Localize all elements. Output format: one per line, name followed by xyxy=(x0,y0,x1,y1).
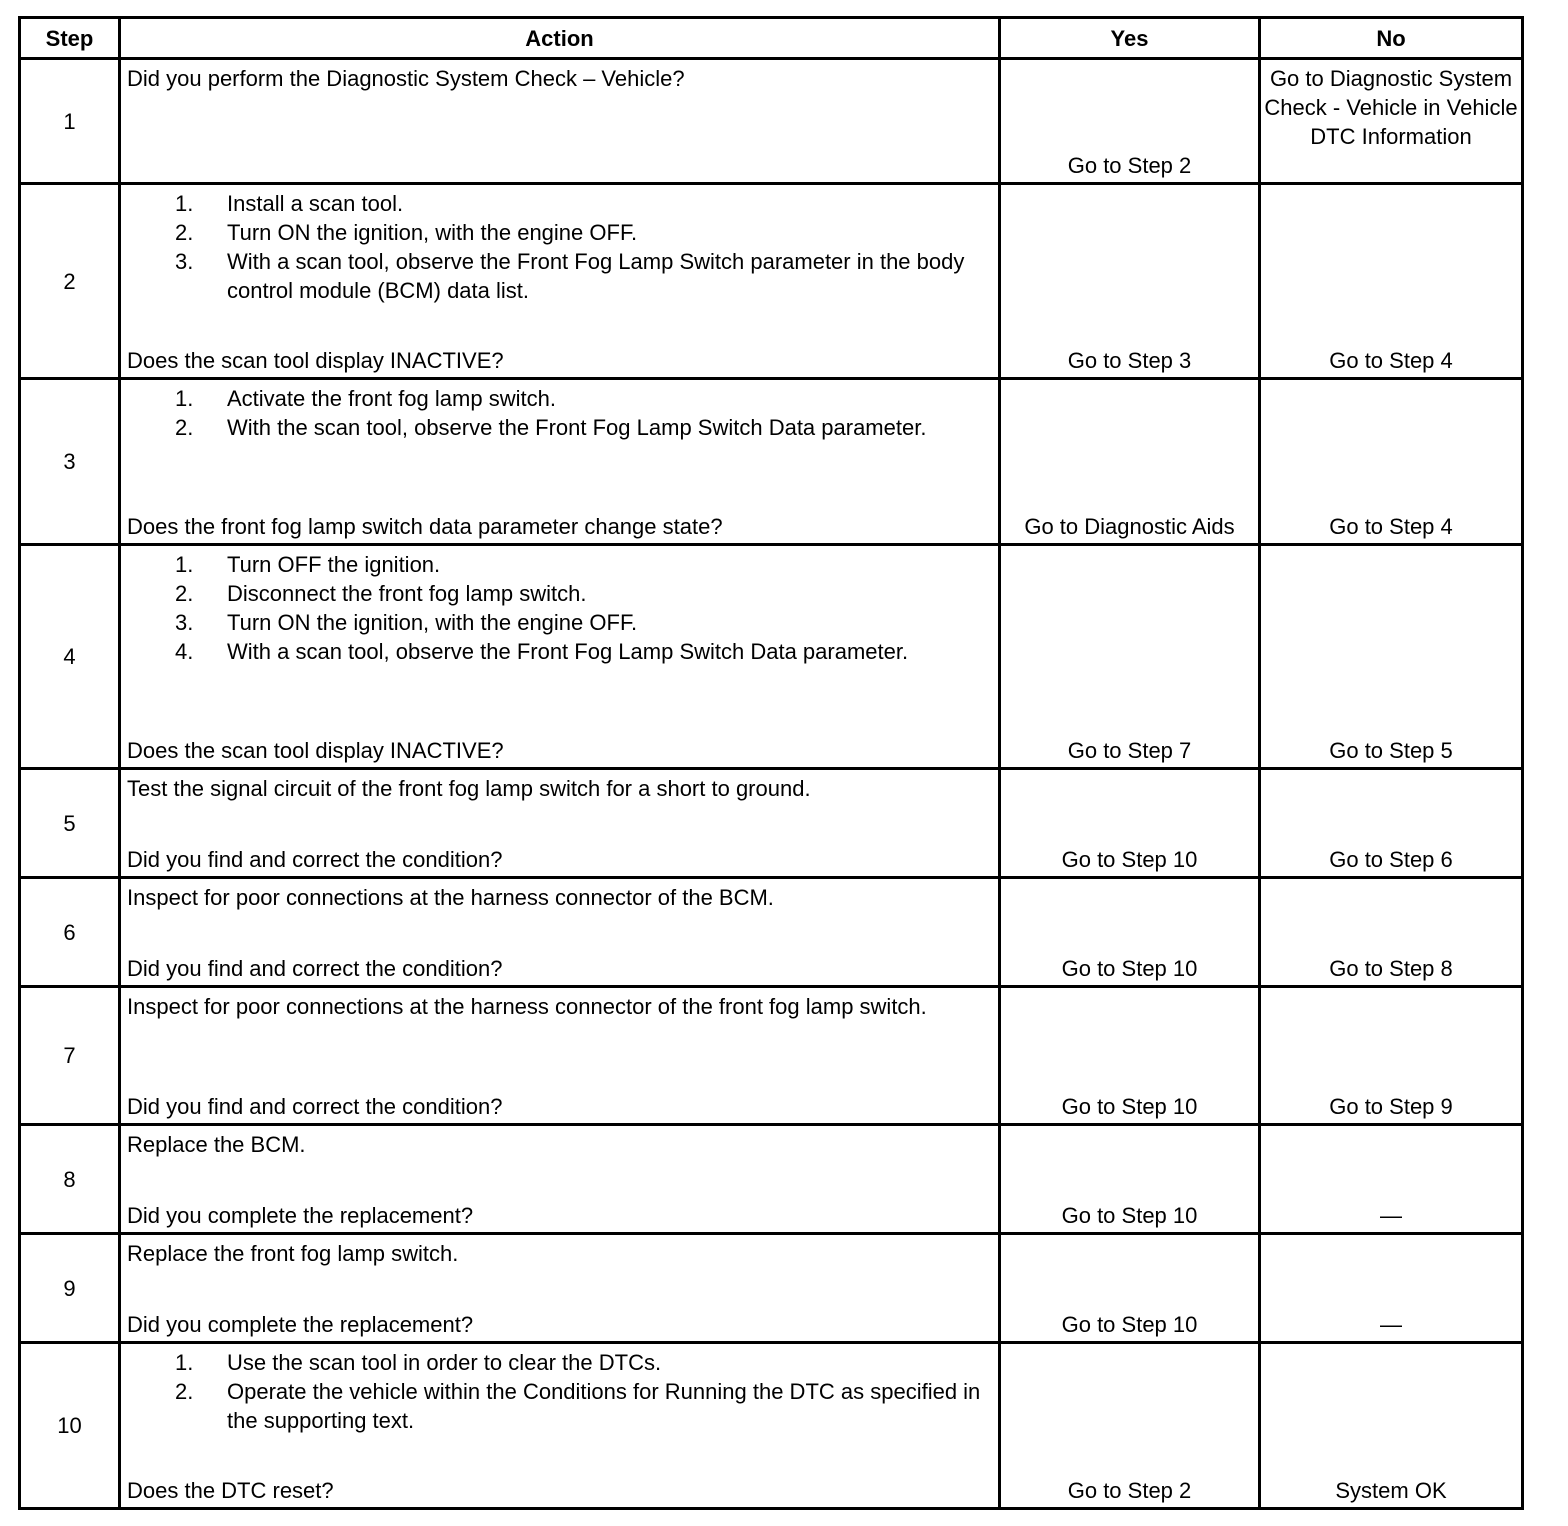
action-cell xyxy=(120,1343,1000,1509)
action-question: Did you complete the replacement? xyxy=(127,1312,474,1337)
step-number: 4 xyxy=(20,545,120,769)
action-content xyxy=(127,1239,992,1339)
step-number: 1 xyxy=(20,59,120,184)
action-content xyxy=(127,384,992,541)
table-row xyxy=(20,184,1523,379)
step-number: 6 xyxy=(20,878,120,987)
no-result: Go to Step 6 xyxy=(1260,769,1523,878)
table-row xyxy=(20,1234,1523,1343)
substep-number: 2. xyxy=(175,220,194,245)
action-instructions xyxy=(127,384,992,442)
action-intro: Replace the front fog lamp switch. xyxy=(127,1241,459,1266)
no-result: Go to Step 4 xyxy=(1260,184,1523,379)
substep-item xyxy=(175,1377,992,1435)
action-intro: Replace the BCM. xyxy=(127,1132,306,1157)
yes-result: Go to Step 10 xyxy=(1000,1125,1260,1234)
action-content xyxy=(127,550,992,765)
substep-number: 2. xyxy=(175,581,194,606)
substep-text: Turn ON the ignition, with the engine OFF. xyxy=(227,610,638,635)
yes-result: Go to Step 2 xyxy=(1000,1343,1260,1509)
substep-item xyxy=(175,384,992,413)
action-substeps xyxy=(127,384,992,442)
no-result: — xyxy=(1260,1234,1523,1343)
step-number: 3 xyxy=(20,379,120,545)
no-result: Go to Step 5 xyxy=(1260,545,1523,769)
action-cell xyxy=(120,379,1000,545)
substep-number: 1. xyxy=(175,386,194,411)
header-row xyxy=(20,18,1523,59)
yes-result: Go to Step 10 xyxy=(1000,1234,1260,1343)
substep-number: 2. xyxy=(175,1379,194,1404)
action-content xyxy=(127,189,992,375)
action-intro: Test the signal circuit of the front fog lamp switch for a short to ground. xyxy=(127,776,811,801)
yes-result: Go to Step 7 xyxy=(1000,545,1260,769)
substep-item xyxy=(175,1348,992,1377)
yes-result: Go to Diagnostic Aids xyxy=(1000,379,1260,545)
no-result: Go to Step 4 xyxy=(1260,379,1523,545)
action-question: Does the scan tool display INACTIVE? xyxy=(127,348,504,373)
yes-result: Go to Step 10 xyxy=(1000,987,1260,1125)
action-question: Did you find and correct the condition? xyxy=(127,847,503,872)
action-cell xyxy=(120,59,1000,184)
substep-item xyxy=(175,608,992,637)
diagnostic-table-container xyxy=(18,16,1524,1510)
substep-number: 3. xyxy=(175,610,194,635)
table-row xyxy=(20,878,1523,987)
action-instructions xyxy=(127,883,992,912)
substep-text: Disconnect the front fog lamp switch. xyxy=(227,581,587,606)
action-content xyxy=(127,992,992,1121)
action-substeps xyxy=(127,189,992,305)
table-row xyxy=(20,59,1523,184)
action-question: Did you find and correct the condition? xyxy=(127,956,503,981)
substep-item xyxy=(175,579,992,608)
action-cell xyxy=(120,184,1000,379)
action-question: Does the DTC reset? xyxy=(127,1478,334,1503)
header-action: Action xyxy=(120,18,1000,59)
action-content xyxy=(127,1130,992,1230)
header-step: Step xyxy=(20,18,120,59)
substep-text: With a scan tool, observe the Front Fog Lamp Switch Data parameter. xyxy=(227,639,909,664)
action-question: Does the front fog lamp switch data parameter change state? xyxy=(127,514,723,539)
substep-number: 1. xyxy=(175,1350,194,1375)
action-content xyxy=(127,774,992,874)
step-number: 10 xyxy=(20,1343,120,1509)
action-question: Did you complete the replacement? xyxy=(127,1203,474,1228)
table-row xyxy=(20,769,1523,878)
table-row xyxy=(20,1125,1523,1234)
action-instructions xyxy=(127,1348,992,1435)
step-number: 9 xyxy=(20,1234,120,1343)
no-result: System OK xyxy=(1260,1343,1523,1509)
yes-result: Go to Step 10 xyxy=(1000,769,1260,878)
table-row xyxy=(20,379,1523,545)
substep-number: 3. xyxy=(175,249,194,274)
action-cell xyxy=(120,545,1000,769)
action-instructions xyxy=(127,1239,992,1268)
substep-item xyxy=(175,637,992,666)
substep-item xyxy=(175,550,992,579)
yes-result: Go to Step 3 xyxy=(1000,184,1260,379)
substep-text: With the scan tool, observe the Front Fog Lamp Switch Data parameter. xyxy=(227,415,927,440)
substep-text: With a scan tool, observe the Front Fog Lamp Switch parameter in the body control module (BCM) data list. xyxy=(227,249,965,303)
action-cell xyxy=(120,1125,1000,1234)
action-instructions xyxy=(127,1130,992,1159)
table-body xyxy=(20,59,1523,1509)
diagnostic-table xyxy=(18,16,1524,1510)
substep-text: Install a scan tool. xyxy=(227,191,404,216)
substep-number: 1. xyxy=(175,552,194,577)
substep-text: Turn OFF the ignition. xyxy=(227,552,441,577)
substep-text: Use the scan tool in order to clear the DTCs. xyxy=(227,1350,662,1375)
action-instructions xyxy=(127,550,992,666)
substep-item xyxy=(175,218,992,247)
action-instructions xyxy=(127,992,992,1021)
substep-number: 1. xyxy=(175,191,194,216)
action-instructions xyxy=(127,189,992,305)
action-intro: Inspect for poor connections at the harness connector of the BCM. xyxy=(127,885,774,910)
yes-result: Go to Step 2 xyxy=(1000,59,1260,184)
substep-item xyxy=(175,413,992,442)
action-instructions xyxy=(127,64,992,93)
substep-item xyxy=(175,247,992,305)
step-number: 2 xyxy=(20,184,120,379)
table-row xyxy=(20,545,1523,769)
table-row xyxy=(20,1343,1523,1509)
step-number: 8 xyxy=(20,1125,120,1234)
action-substeps xyxy=(127,1348,992,1435)
no-result: Go to Diagnostic System Check - Vehicle in Vehicle DTC Information xyxy=(1260,59,1523,184)
action-content xyxy=(127,64,992,180)
substep-text: Turn ON the ignition, with the engine OFF. xyxy=(227,220,638,245)
table-row xyxy=(20,987,1523,1125)
no-result: — xyxy=(1260,1125,1523,1234)
no-result: Go to Step 8 xyxy=(1260,878,1523,987)
action-instructions xyxy=(127,774,992,803)
no-result: Go to Step 9 xyxy=(1260,987,1523,1125)
action-intro: Did you perform the Diagnostic System Check – Vehicle? xyxy=(127,66,685,91)
header-yes: Yes xyxy=(1000,18,1260,59)
yes-result: Go to Step 10 xyxy=(1000,878,1260,987)
action-question: Does the scan tool display INACTIVE? xyxy=(127,738,504,763)
header-no: No xyxy=(1260,18,1523,59)
substep-number: 4. xyxy=(175,639,194,664)
action-intro: Inspect for poor connections at the harness connector of the front fog lamp switch. xyxy=(127,994,927,1019)
substep-text: Operate the vehicle within the Conditions for Running the DTC as specified in the supporting text. xyxy=(227,1379,981,1433)
action-content xyxy=(127,883,992,983)
action-cell xyxy=(120,878,1000,987)
action-cell xyxy=(120,1234,1000,1343)
action-content xyxy=(127,1348,992,1505)
action-cell xyxy=(120,769,1000,878)
step-number: 5 xyxy=(20,769,120,878)
substep-text: Activate the front fog lamp switch. xyxy=(227,386,556,411)
substep-number: 2. xyxy=(175,415,194,440)
substep-item xyxy=(175,189,992,218)
step-number: 7 xyxy=(20,987,120,1125)
action-question: Did you find and correct the condition? xyxy=(127,1094,503,1119)
action-substeps xyxy=(127,550,992,666)
action-cell xyxy=(120,987,1000,1125)
